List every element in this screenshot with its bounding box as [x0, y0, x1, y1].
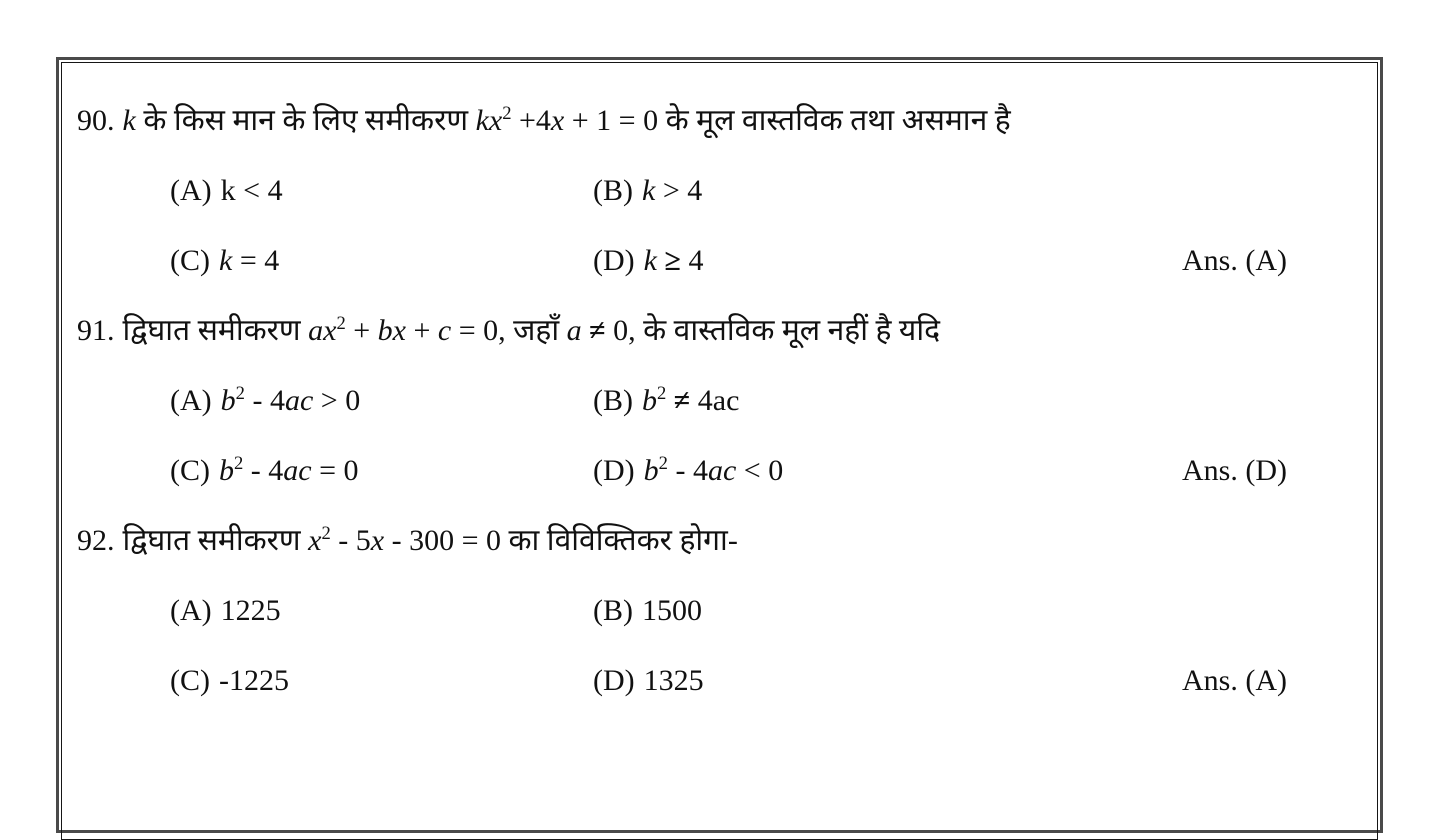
option-b-label: (B) — [593, 594, 633, 627]
question-number: 92. — [77, 524, 115, 557]
page-frame — [56, 57, 1383, 833]
question-text: द्विघात समीकरण $x^2 - 5x - 300 = 0$ का विविक्तिकर होगा- — [122, 523, 738, 557]
option-b — [593, 593, 1377, 629]
option-a — [170, 173, 593, 209]
option-a-text: $b^2 - 4ac > 0$ — [220, 383, 361, 417]
question-stem — [77, 523, 1377, 559]
option-c-label: (C) — [170, 454, 210, 487]
question-block — [77, 523, 1377, 699]
page-frame-inner-border — [61, 62, 1378, 840]
answer-label: Ans. (D) — [1182, 454, 1287, 487]
option-row-2 — [77, 453, 1377, 489]
question-number: 90. — [77, 104, 115, 137]
option-d-text: 1325 — [643, 664, 704, 697]
option-row-1 — [77, 383, 1377, 419]
option-a-label: (A) — [170, 174, 212, 207]
option-b-text: k > 4 — [642, 174, 703, 207]
option-a-label: (A) — [170, 384, 212, 417]
option-a-label: (A) — [170, 594, 212, 627]
option-b-label: (B) — [593, 174, 633, 207]
question-stem — [77, 103, 1377, 139]
option-row-2 — [77, 663, 1377, 699]
question-stem — [77, 313, 1377, 349]
option-d-label: (D) — [593, 244, 635, 277]
question-text: द्विघात समीकरण $ax^2$ + bx + c = 0, जहाँ a ≠ 0, के वास्तविक मूल नहीं है यदि — [122, 313, 941, 347]
option-c-text: -1225 — [219, 664, 289, 697]
question-block — [77, 313, 1377, 489]
answer-label: Ans. (A) — [1182, 244, 1287, 277]
option-c — [170, 243, 593, 279]
option-c — [170, 453, 593, 489]
option-a — [170, 383, 593, 419]
option-c-label: (C) — [170, 664, 210, 697]
question-block — [77, 103, 1377, 279]
option-a-text: k < 4 — [220, 174, 283, 207]
option-b — [593, 173, 1377, 209]
option-row-2 — [77, 243, 1377, 279]
option-d-text: $b^2 - 4ac < 0$ — [643, 453, 784, 487]
option-b-label: (B) — [593, 384, 633, 417]
option-c-label: (C) — [170, 244, 210, 277]
option-b-text: 1500 — [642, 594, 702, 627]
question-text: k के किस मान के लिए समीकरण $kx^2 +4x + 1 = 0$ के मूल वास्तविक तथा असमान है — [122, 103, 1011, 137]
option-row-1 — [77, 173, 1377, 209]
option-d-text: k ≥ 4 — [643, 244, 704, 277]
question-number: 91. — [77, 314, 115, 347]
option-b-text: $b^2 \ne 4ac$ — [642, 383, 740, 417]
option-c-text: $b^2 - 4ac = 0$ — [219, 453, 359, 487]
option-c — [170, 663, 593, 699]
option-c-text: k = 4 — [219, 244, 280, 277]
option-b — [593, 383, 1377, 419]
answer-label: Ans. (A) — [1182, 664, 1287, 697]
option-row-1 — [77, 593, 1377, 629]
option-a — [170, 593, 593, 629]
option-d-label: (D) — [593, 454, 635, 487]
option-a-text: 1225 — [220, 594, 281, 627]
option-d-label: (D) — [593, 664, 635, 697]
questions — [62, 63, 1377, 699]
